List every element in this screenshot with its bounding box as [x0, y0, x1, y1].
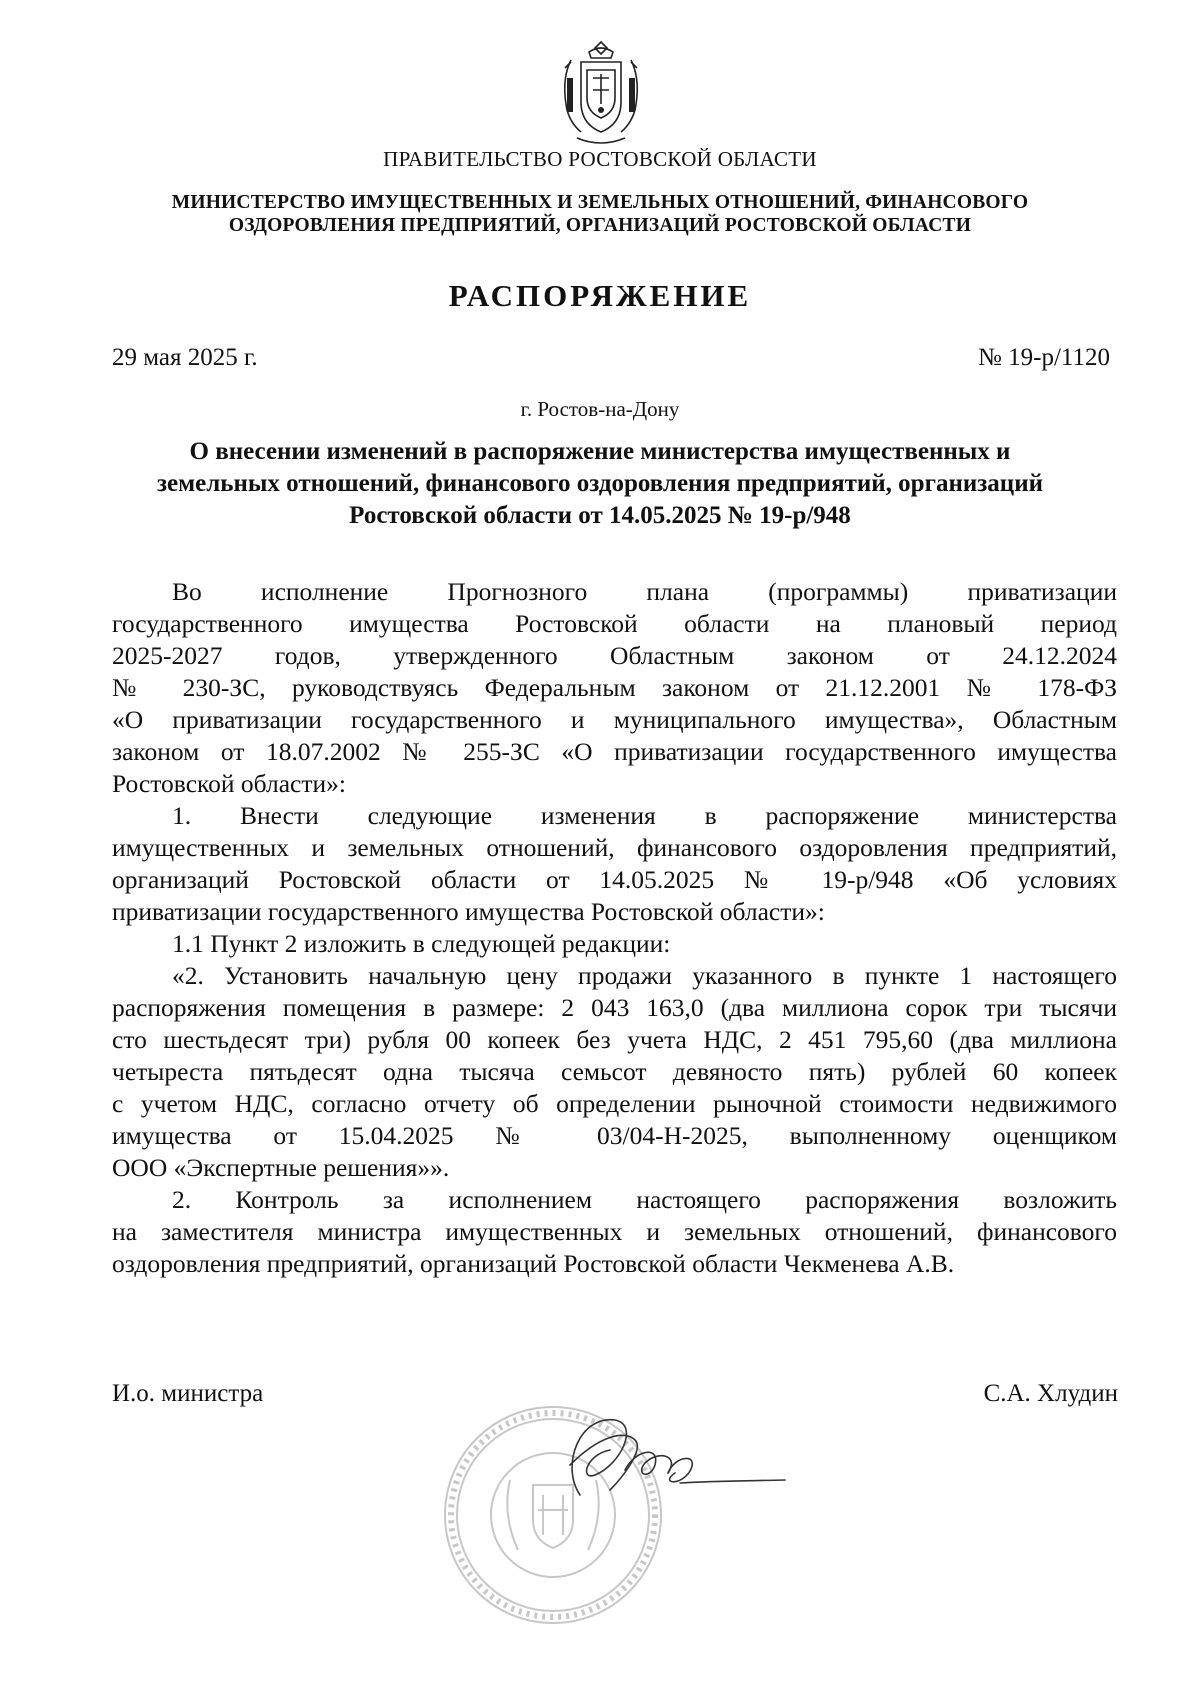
government-name: ПРАВИТЕЛЬСТВО РОСТОВСКОЙ ОБЛАСТИ [383, 147, 817, 171]
body-line: четыреста пятьдесят одна тысяча семьсот девяносто пять) рублей 60 копеек [112, 1057, 1117, 1086]
body-line: «О приватизации государственного и муниципального имущества», Областным [112, 705, 1117, 734]
body-line: оздоровления предприятий, организаций Ростовской области Чекменева А.В. [112, 1249, 955, 1278]
document-city: г. Ростов-на-Дону [520, 397, 680, 421]
body-line: приватизации государственного имущества Ростовской области»: [112, 897, 825, 926]
body-line: законом от 18.07.2002 № 255-ЗС «О приватизации государственного имущества [112, 737, 1117, 766]
ministry-name-line-1: МИНИСТЕРСТВО ИМУЩЕСТВЕННЫХ И ЗЕМЕЛЬНЫХ ОТНОШЕНИЙ, ФИНАНСОВОГО [171, 192, 1029, 213]
body-line: государственного имущества Ростовской области на плановый период [112, 609, 1117, 638]
subject-line-2: земельных отношений, финансового оздоровления предприятий, организаций [156, 470, 1044, 497]
signatory-name: С.А. Хлудин [983, 1380, 1118, 1407]
ministry-name-line-2: ОЗДОРОВЛЕНИЯ ПРЕДПРИЯТИЙ, ОРГАНИЗАЦИЙ РОСТОВСКОЙ ОБЛАСТИ [228, 215, 972, 236]
handwritten-signature-icon [540, 1395, 790, 1515]
body-line: с учетом НДС, согласно отчету об определении рыночной стоимости недвижимого [112, 1089, 1117, 1118]
document-number: № 19-р/1120 [978, 344, 1110, 371]
body-line: Ростовской области»: [112, 769, 346, 798]
body-line: 2. Контроль за исполнением настоящего распоряжения возложить [172, 1185, 1117, 1214]
body-line: распоряжения помещения в размере: 2 043 163,0 (два миллиона сорок три тысячи [112, 993, 1117, 1022]
body-line: ООО «Экспертные решения»». [112, 1153, 450, 1182]
subject-line-1: О внесении изменений в распоряжение министерства имущественных и [189, 438, 1011, 465]
body-line: Во исполнение Прогнозного плана (программы) приватизации [172, 577, 1117, 606]
body-line: 2025-2027 годов, утвержденного Областным законом от 24.12.2024 [112, 641, 1117, 670]
body-line: сто шестьдесят три) рубля 00 копеек без учета НДС, 2 451 795,60 (два миллиона [112, 1025, 1117, 1054]
document-date: 29 мая 2025 г. [112, 344, 258, 371]
body-line: имущества от 15.04.2025 № 03/04-Н-2025, выполненному оценщиком [112, 1121, 1117, 1150]
body-line: 1. Внести следующие изменения в распоряжение министерства [172, 801, 1117, 830]
body-line: на заместителя министра имущественных и земельных отношений, финансового [112, 1217, 1117, 1246]
body-line: 1.1 Пункт 2 изложить в следующей редакции: [172, 929, 671, 958]
subject-line-3: Ростовской области от 14.05.2025 № 19-р/948 [349, 502, 851, 529]
coat-of-arms-emblem-icon [551, 38, 651, 148]
body-line: организаций Ростовской области от 14.05.2025 № 19-р/948 «Об условиях [112, 865, 1117, 894]
document-type-title: РАСПОРЯЖЕНИЕ [448, 278, 752, 313]
body-line: «2. Установить начальную цену продажи указанного в пункте 1 настоящего [172, 961, 1117, 990]
signatory-position: И.о. министра [112, 1380, 264, 1407]
body-line: имущественных и земельных отношений, финансового оздоровления предприятий, [112, 833, 1117, 862]
body-line: № 230-ЗС, руководствуясь Федеральным законом от 21.12.2001 № 178-ФЗ [112, 673, 1117, 702]
